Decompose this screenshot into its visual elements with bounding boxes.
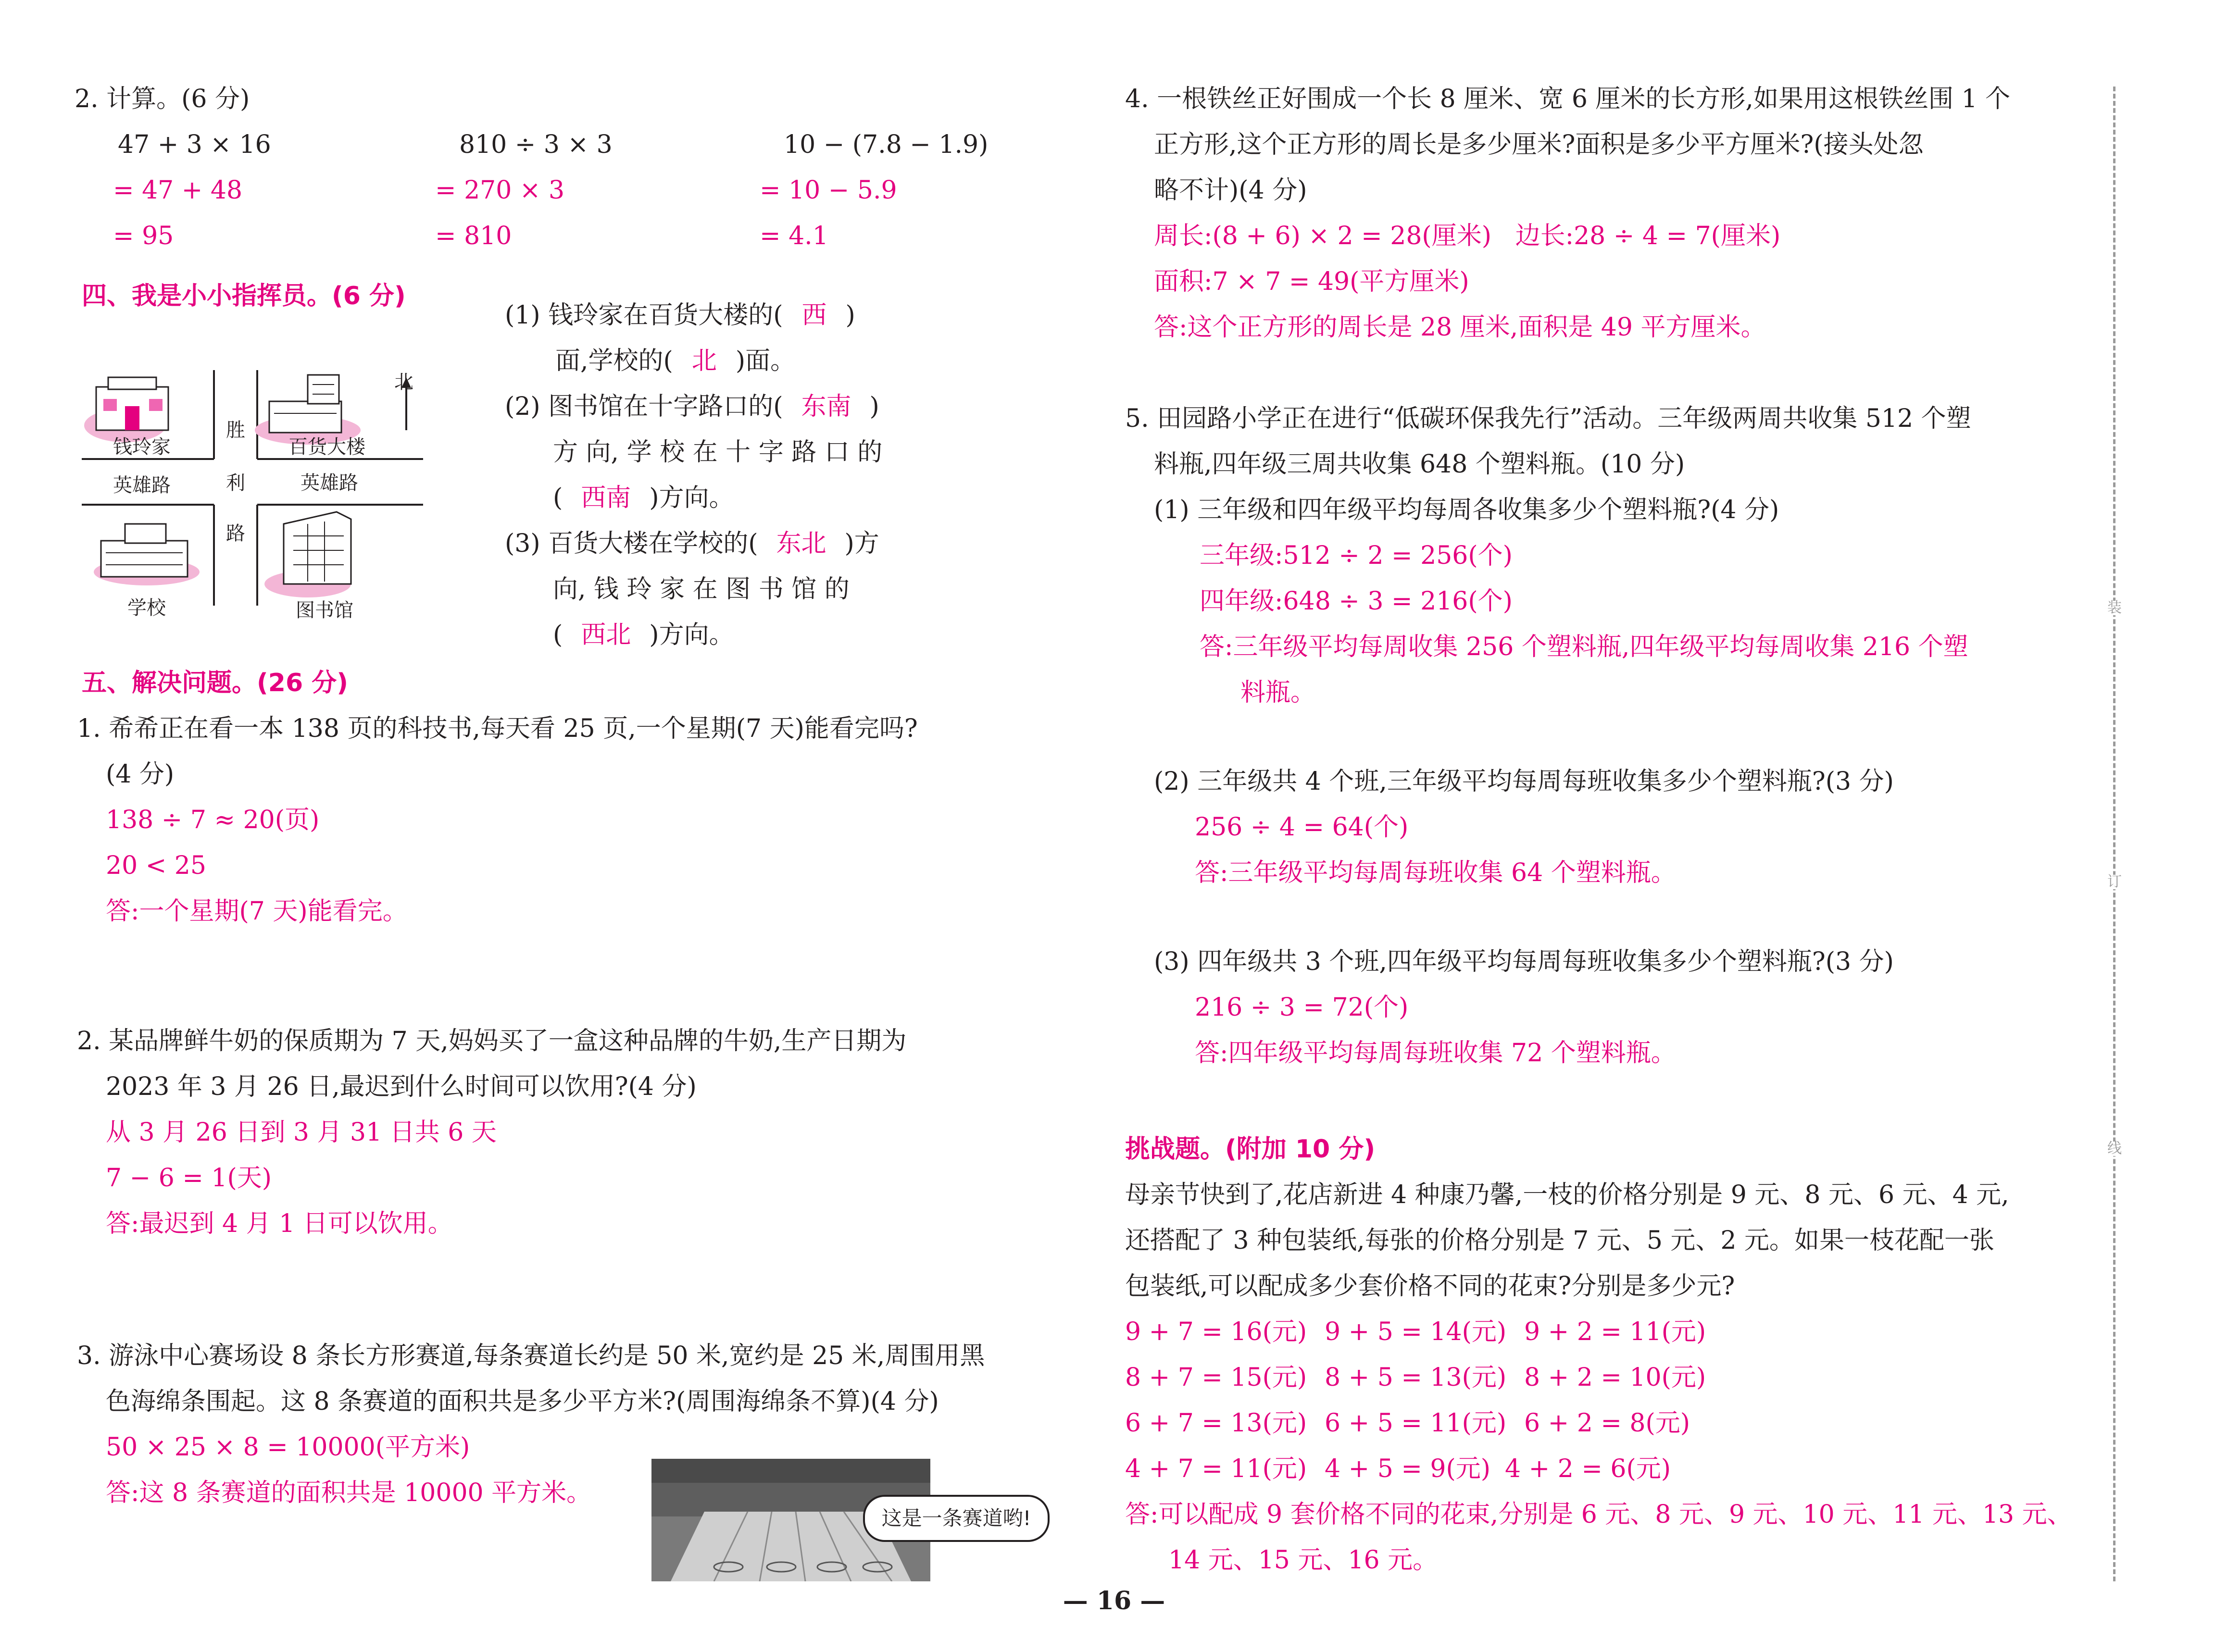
answer-line: 答:可以配成 9 套价格不同的花束,分别是 6 元、8 元、9 元、10 元、11 元、13 元、 (1125, 1500, 2072, 1529)
answer-line: 料瓶。 (1240, 678, 1316, 707)
answer-line: 8 + 7 = 15(元) (1125, 1363, 1307, 1392)
problem-text: 2. 某品牌鲜牛奶的保质期为 7 天,妈妈买了一盒这种品牌的牛奶,生产日期为 (77, 1027, 907, 1056)
department-store-icon (255, 375, 361, 445)
answer-line: 6 + 7 = 13(元) (1125, 1409, 1307, 1438)
qianling-house-icon (84, 377, 168, 442)
calc-line: = 95 (113, 222, 174, 250)
answer-line: 三年级:512 ÷ 2 = 256(个) (1200, 541, 1513, 570)
page-number: — 16 — (1063, 1586, 1165, 1615)
problem-text: 包装纸,可以配成多少套价格不同的花束?分别是多少元? (1125, 1272, 1735, 1301)
answer-line: 216 ÷ 3 = 72(个) (1195, 993, 1409, 1022)
binding-char: 装 (2104, 601, 2125, 615)
school-icon (94, 524, 200, 585)
problem-text: 色海绵条围起。这 8 条赛道的面积共是多少平方米?(周围海绵条不算)(4 分) (106, 1387, 939, 1416)
answer-line: 四年级:648 ÷ 3 = 216(个) (1200, 587, 1513, 616)
answer-line: 答:三年级平均每周每班收集 64 个塑料瓶。 (1195, 858, 1676, 887)
answer-line: 答:这个正方形的周长是 28 厘米,面积是 49 平方厘米。 (1154, 313, 1766, 342)
problem-text: 2023 年 3 月 26 日,最迟到什么时间可以饮用?(4 分) (106, 1072, 697, 1101)
answer-line: 8 + 5 = 13(元) (1325, 1363, 1507, 1392)
problem-text: 料瓶,四年级三周共收集 648 个塑料瓶。(10 分) (1154, 450, 1685, 479)
calc-line: = 810 (435, 222, 512, 250)
s4-q2-cont: 方 向, 学 校 在 十 字 路 口 的 (553, 438, 883, 467)
answer-line: 4 + 5 = 9(元) (1325, 1454, 1491, 1483)
school-label: 学校 (127, 597, 166, 619)
problem-text: 5. 田园路小学正在进行“低碳环保我先行”活动。三年级两周共收集 512 个塑 (1125, 404, 1971, 433)
road-label-char: 路 (226, 522, 245, 545)
section-5-title: 五、解决问题。(26 分) (82, 669, 348, 697)
answer-line: 256 ÷ 4 = 64(个) (1195, 813, 1409, 842)
answer-line: 答:这 8 条赛道的面积共是 10000 平方米。 (106, 1478, 592, 1507)
road-label-char: 胜 (226, 419, 245, 441)
calc-title: 2. 计算。(6 分) (75, 85, 250, 113)
library-label: 图书馆 (296, 599, 353, 621)
section-4-title: 四、我是小小指挥员。(6 分) (82, 282, 406, 311)
s4-q3-cont: 向, 钱 玲 家 在 图 书 馆 的 (553, 575, 850, 604)
calc-line: = 4.1 (760, 222, 828, 250)
answer-line: 138 ÷ 7 ≈ 20(页) (106, 806, 320, 834)
calc-line: = 47 + 48 (113, 176, 243, 205)
direction-map (82, 358, 428, 632)
answer-line: 6 + 5 = 11(元) (1325, 1409, 1507, 1438)
answer-line: 4 + 2 = 6(元) (1505, 1454, 1671, 1483)
answer-line: 9 + 7 = 16(元) (1125, 1317, 1307, 1346)
problem-text: (4 分) (106, 760, 175, 789)
answer-line: 面积:7 × 7 = 49(平方厘米) (1154, 267, 1469, 296)
s4-q3-cont: ( 西北 )方向。 (553, 621, 734, 649)
problem-text: 3. 游泳中心赛场设 8 条长方形赛道,每条赛道长约是 50 米,宽约是 25 米,周围用黑 (77, 1341, 985, 1370)
problem-text: 4. 一根铁丝正好围成一个长 8 厘米、宽 6 厘米的长方形,如果用这根铁丝围 1 个 (1125, 85, 2011, 113)
s4-q2: (2) 图书馆在十字路口的( 东南 ) (505, 392, 879, 421)
answer-line: 9 + 2 = 11(元) (1524, 1317, 1706, 1346)
answer-line: 50 × 25 × 8 = 10000(平方米) (106, 1433, 470, 1462)
qianling-label: 钱玲家 (113, 436, 171, 458)
sub-question: (1) 三年级和四年级平均每周各收集多少个塑料瓶?(4 分) (1154, 496, 1779, 524)
answer-line: 答:一个星期(7 天)能看完。 (106, 897, 408, 926)
sub-question: (3) 四年级共 3 个班,四年级平均每周每班收集多少个塑料瓶?(3 分) (1154, 947, 1894, 976)
answer-line: 从 3 月 26 日到 3 月 31 日共 6 天 (106, 1118, 497, 1147)
answer-line: 7 − 6 = 1(天) (106, 1164, 272, 1192)
binding-line (2113, 87, 2115, 1581)
calc-line: = 270 × 3 (435, 176, 565, 205)
speech-bubble: 这是一条赛道哟! (863, 1495, 1050, 1542)
road-label: 英雄路 (113, 474, 171, 497)
library-icon (264, 512, 351, 597)
road-label: 英雄路 (300, 472, 358, 494)
binding-char: 订 (2104, 875, 2125, 889)
s4-q2-cont: ( 西南 )方向。 (553, 484, 734, 512)
calc-line: 810 ÷ 3 × 3 (459, 130, 613, 159)
calc-line: 47 + 3 × 16 (118, 130, 271, 159)
s4-q1-cont: 面,学校的( 北 )面。 (555, 347, 796, 375)
answer-line: 20 < 25 (106, 851, 206, 880)
s4-q1: (1) 钱玲家在百货大楼的( 西 ) (505, 301, 855, 330)
answer-line: 6 + 2 = 8(元) (1524, 1409, 1690, 1438)
answer-line: 4 + 7 = 11(元) (1125, 1454, 1307, 1483)
department-store-label: 百货大楼 (288, 436, 365, 458)
answer-line: 14 元、15 元、16 元。 (1168, 1546, 1438, 1575)
challenge-title: 挑战题。(附加 10 分) (1125, 1135, 1376, 1164)
calc-line: 10 − (7.8 − 1.9) (784, 130, 989, 159)
answer-line: 答:最迟到 4 月 1 日可以饮用。 (106, 1209, 453, 1238)
answer-line: 9 + 5 = 14(元) (1325, 1317, 1507, 1346)
calc-line: = 10 − 5.9 (760, 176, 897, 205)
problem-text: 1. 希希正在看一本 138 页的科技书,每天看 25 页,一个星期(7 天)能看完吗? (77, 714, 918, 743)
s4-q3: (3) 百货大楼在学校的( 东北 )方 (505, 529, 879, 558)
problem-text: 略不计)(4 分) (1154, 176, 1307, 205)
problem-text: 正方形,这个正方形的周长是多少厘米?面积是多少平方厘米?(接头处忽 (1154, 130, 1924, 159)
answer-line: 8 + 2 = 10(元) (1524, 1363, 1706, 1392)
answer-line: 答:四年级平均每周每班收集 72 个塑料瓶。 (1195, 1039, 1676, 1068)
binding-char: 线 (2104, 1142, 2125, 1156)
answer-line: 答:三年级平均每周收集 256 个塑料瓶,四年级平均每周收集 216 个塑 (1200, 633, 1968, 661)
problem-text: 还搭配了 3 种包装纸,每张的价格分别是 7 元、5 元、2 元。如果一枝花配一张 (1125, 1226, 1995, 1255)
north-label: 北 (394, 371, 413, 393)
sub-question: (2) 三年级共 4 个班,三年级平均每周每班收集多少个塑料瓶?(3 分) (1154, 767, 1894, 796)
road-label-char: 利 (226, 472, 245, 494)
problem-text: 母亲节快到了,花店新进 4 种康乃馨,一枝的价格分别是 9 元、8 元、6 元、4 元, (1125, 1180, 2009, 1209)
answer-line: 周长:(8 + 6) × 2 = 28(厘米) 边长:28 ÷ 4 = 7(厘米) (1154, 222, 1781, 250)
